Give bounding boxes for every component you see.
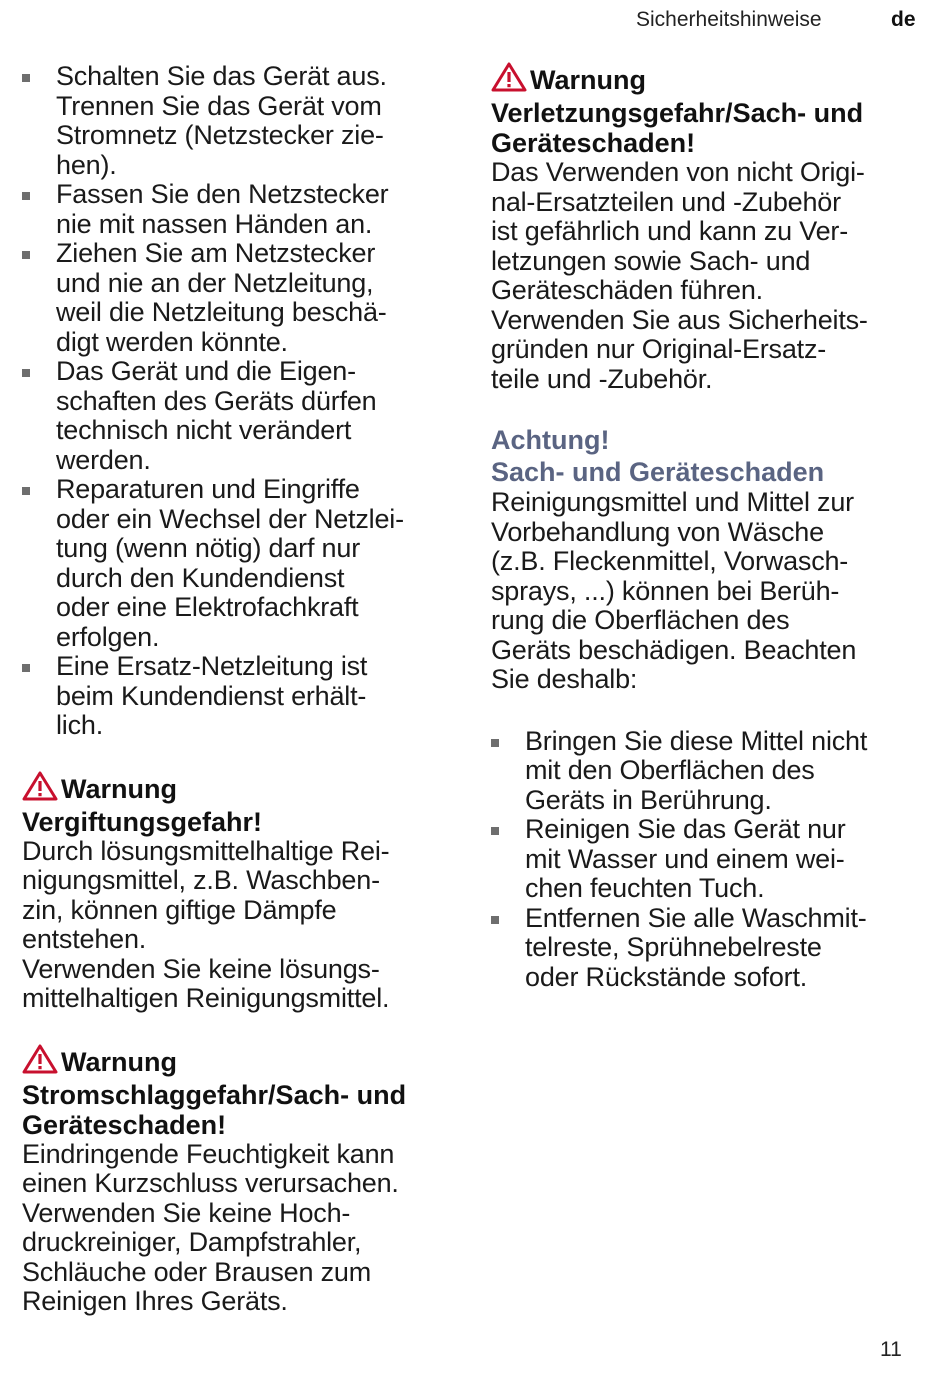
caution-title: Sach- und Geräteschaden: [491, 457, 825, 487]
warning-body: Das Verwenden von nicht Origi- nal-Ersatzteilen und -Zubehör ist gefährlich und kann zu Ver- letzungen sowie Sach- und Geräteschäden führen. Verwenden Sie aus Sicherheits- gründen nur Original-Ersatz- teile und -Zubehör.: [491, 157, 868, 394]
bullet-square-icon: [491, 916, 499, 924]
list-item: [491, 727, 931, 816]
bullet-square-icon: [491, 827, 499, 835]
list-item-text: Schalten Sie das Gerät aus. Trennen Sie das Gerät vom Stromnetz (Netzstecker zie- hen).: [56, 61, 387, 180]
bullet-square-icon: [491, 739, 499, 747]
header-section-title: Sicherheitshinweise: [636, 8, 822, 31]
bullet-square-icon: [22, 251, 30, 259]
page-number: 11: [880, 1338, 902, 1361]
list-item-text: Fassen Sie den Netzstecker nie mit nassen Händen an.: [56, 179, 389, 239]
list-item-text: Das Gerät und die Eigen- schaften des Geräts dürfen technisch nicht verändert werden.: [56, 356, 377, 475]
right-column: [491, 62, 931, 992]
warning-body: Eindringende Feuchtigkeit kann einen Kurzschluss verursachen. Verwenden Sie keine Hoch- druckreiniger, Dampfstrahler, Schläuche oder Brausen zum Reinigen Ihres Geräts.: [22, 1138, 399, 1316]
bullet-square-icon: [22, 487, 30, 495]
list-item-text: Eine Ersatz-Netzleitung ist beim Kundendienst erhält- lich.: [56, 651, 368, 740]
list-item: [491, 815, 931, 904]
list-item: [22, 475, 462, 652]
list-item: [22, 180, 462, 239]
list-item-text: Reparaturen und Eingriffe oder ein Wechsel der Netzlei- tung (wenn nötig) darf nur durch den Kundendienst oder eine Elektrofachkraft erfolgen.: [56, 474, 404, 652]
warning-title: Verletzungsgefahr/Sach- und Geräteschaden!: [491, 98, 864, 158]
list-item: [22, 652, 462, 741]
list-item-text: Entfernen Sie alle Waschmit- telreste, Sprühnebelreste oder Rückstände sofort.: [525, 902, 867, 992]
warning-label: Warnung: [61, 773, 177, 804]
right-bullet-list: [491, 727, 931, 993]
warning-triangle-icon: [491, 62, 527, 98]
warning-label: Warnung: [61, 1046, 177, 1077]
list-item: [22, 357, 462, 475]
bullet-square-icon: [22, 192, 30, 200]
list-item-text: Bringen Sie diese Mittel nicht mit den Oberflächen des Geräts in Berührung.: [525, 725, 868, 815]
list-item: [22, 62, 462, 180]
list-item: [491, 904, 931, 993]
left-column: [22, 62, 462, 1317]
warning-heading: [22, 771, 462, 807]
left-bullet-list: [22, 62, 462, 741]
list-item-text: Ziehen Sie am Netzstecker und nie an der Netzleitung, weil die Netzleitung beschä- digt werden könnte.: [56, 238, 387, 357]
warning-triangle-icon: [22, 1044, 58, 1080]
warning-poisoning: [22, 771, 462, 1014]
warning-body: Durch lösungsmittelhaltige Rei- nigungsmittel, z.B. Waschben- zin, können giftige Dämpfe entstehen.: [22, 835, 390, 954]
warning-electric-shock: [22, 1044, 462, 1317]
caution-property-damage: [491, 424, 931, 695]
caution-body: Reinigungsmittel und Mittel zur Vorbehandlung von Wäsche (z.B. Fleckenmittel, Vorwasch- sprays, ...) können bei Berüh- rung die Oberflächen des Geräts beschädigen. Beachten Sie deshalb:: [491, 487, 857, 694]
caution-label: Achtung!: [491, 425, 610, 455]
warning-injury: [491, 62, 931, 394]
warning-title: Stromschlaggefahr/Sach- und Geräteschaden!: [22, 1079, 407, 1140]
bullet-square-icon: [22, 664, 30, 672]
bullet-square-icon: [22, 369, 30, 377]
header-language: de: [891, 8, 916, 31]
warning-heading: [491, 62, 931, 98]
list-item: [22, 239, 462, 357]
list-item-text: Reinigen Sie das Gerät nur mit Wasser und einem wei- chen feuchten Tuch.: [525, 814, 846, 903]
bullet-square-icon: [22, 74, 30, 82]
warning-heading: [22, 1044, 462, 1080]
warning-label: Warnung: [530, 65, 646, 95]
warning-body-2: Verwenden Sie keine lösungs- mittelhaltigen Reinigungsmittel.: [22, 953, 390, 1013]
warning-triangle-icon: [22, 771, 58, 807]
warning-title: Vergiftungsgefahr!: [22, 806, 263, 837]
